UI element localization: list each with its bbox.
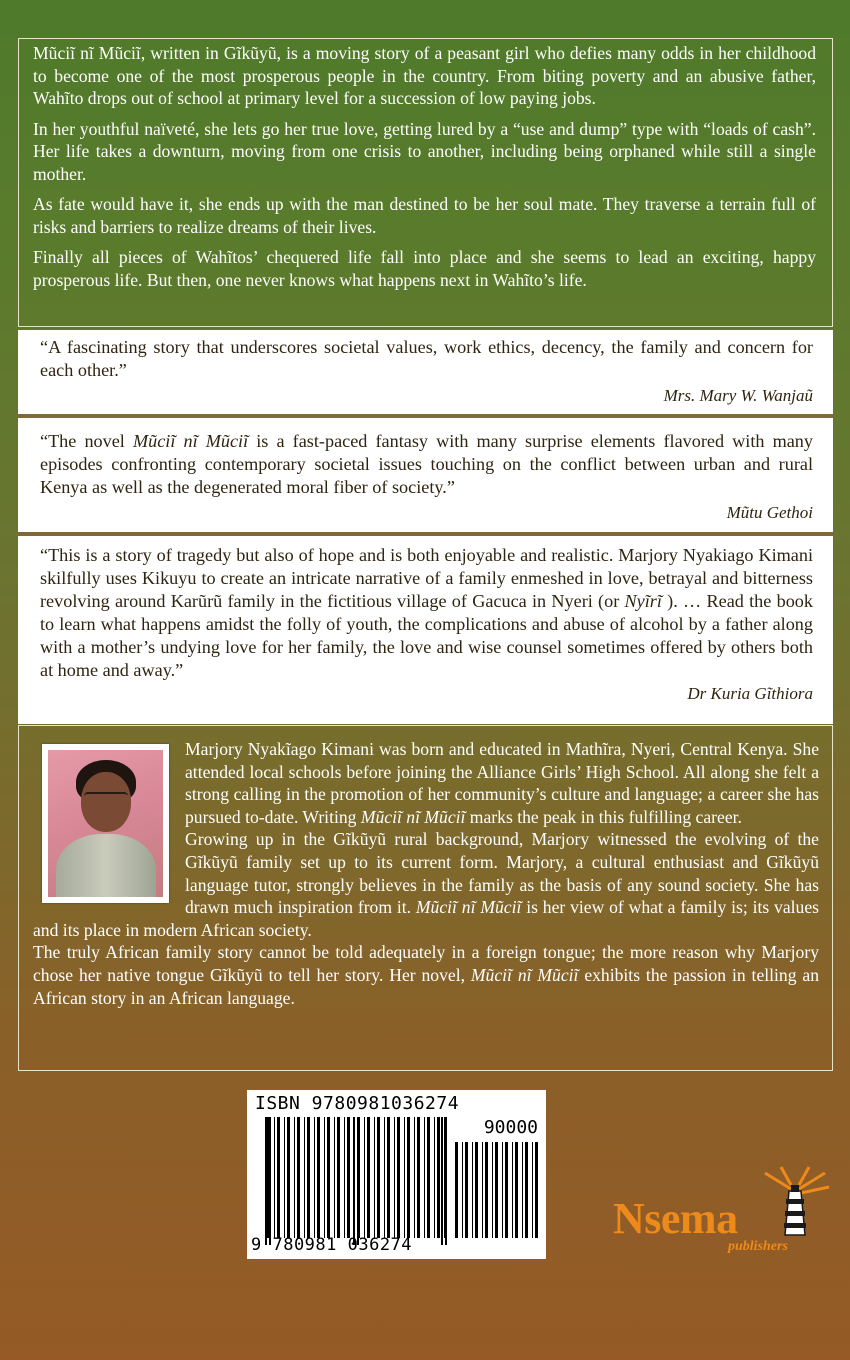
review-quote: “This is a story of tragedy but also of hope and is both enjoyable and realistic. Marjory Nyakiago Kimani skilfully uses Kikuyu to create an intricate narrative of a family enmeshed in love, betrayal and bitterness revolving around Karũrũ family in the fictitious village of Gacuca in Nyeri (or Nyĩrĩ ). … Read the book to learn what happens amidst the folly of youth, the complications and abuse of alcohol by a father along with a mother’s undying love for her family, the love and wise counsel sometimes offered by others both at home and away.” [40,545,813,680]
bio-paragraph-3: The truly African family story cannot be told adequately in a foreign tongue; the more reason why Marjory chose her native tongue Gĩkũyũ to tell her story. Her novel, Mũciĩ nĩ Mũciĩ exhibits the passion in telling an African story in an African language. [33,942,820,1008]
review-author: Dr Kuria Gĩthiora [687,684,813,703]
synopsis-box [18,38,833,327]
review-2 [18,418,833,532]
barcode-bars [247,1090,546,1259]
synopsis-paragraph-2: In her youthful naïveté, she lets go her true love, getting lured by a “use and dump” type with “loads of cash”. Her life takes a downturn, moving from one crisis to another, including being orphaned while still a single mother. [33,118,816,184]
author-bio-box [18,725,833,1071]
synopsis-paragraph-4: Finally all pieces of Wahĩtos’ chequered life fall into place and she seems to lead an exciting, happy prosperous life. But then, one never knows what happens next in Wahĩto’s life. [33,247,816,290]
author-portrait-image [48,750,163,897]
publisher-tagline: publishers [728,1239,788,1254]
review-3 [18,536,833,724]
author-photo [42,744,169,903]
review-author: Mrs. Mary W. Wanjaũ [663,386,813,405]
publisher-logo [613,1165,833,1260]
isbn-barcode [247,1090,546,1259]
publisher-name: Nsema [613,1194,738,1243]
price-code: 90000 [483,1117,538,1138]
synopsis-paragraph-1: Mũciĩ nĩ Mũciĩ, written in Gĩkũyũ, is a moving story of a peasant girl who defies many odds in her childhood to become one of the most prosperous people in the country. From biting poverty and an abusive father, Wahĩto drops out of school at primary level for a succession of low paying jobs. [33,43,816,108]
bio-paragraph-1: Marjory Nyakĩago Kimani was born and educated in Mathĩra, Nyeri, Central Kenya. She attended local schools before joining the Alliance Girls’ High School. All along she felt a strong calling in the promotion of her community’s culture and language; a career she has pursued to-date. Writing Mũciĩ nĩ Mũciĩ marks the peak in this fulfilling career. [185,739,819,827]
synopsis-paragraph-3: As fate would have it, she ends up with the man destined to be her soul mate. They traverse a terrain full of risks and barriers to realize dreams of their lives. [33,194,816,237]
bio-paragraph-2: Growing up in the Gĩkũyũ rural background, Marjory witnessed the evolving of the Gĩkũyũ family set up to its current form. Marjory, a cultural enthusiast and Gĩkũyũ language tutor, strongly believes in the family as the basis of any sound society. She has drawn much inspiration from it. Mũciĩ nĩ Mũciĩ is her view of what a family is; its values and its place in modern African society. [33,829,819,940]
review-quote: “A fascinating story that underscores societal values, work ethics, decency, the family and concern for each other.” [40,337,813,380]
barcode-number: 9 780981 036274 [251,1235,413,1255]
isbn-label: ISBN 9780981036274 [255,1093,460,1114]
review-1 [18,330,833,414]
review-author: Mũtu Gethoi [726,503,813,522]
review-quote: “The novel Mũciĩ nĩ Mũciĩ is a fast-paced fantasy with many surprise elements flavored with many episodes confronting contemporary societal issues touching on the conflict between urban and rural Kenya as well as the degenerated moral fiber of society.” [40,431,813,497]
